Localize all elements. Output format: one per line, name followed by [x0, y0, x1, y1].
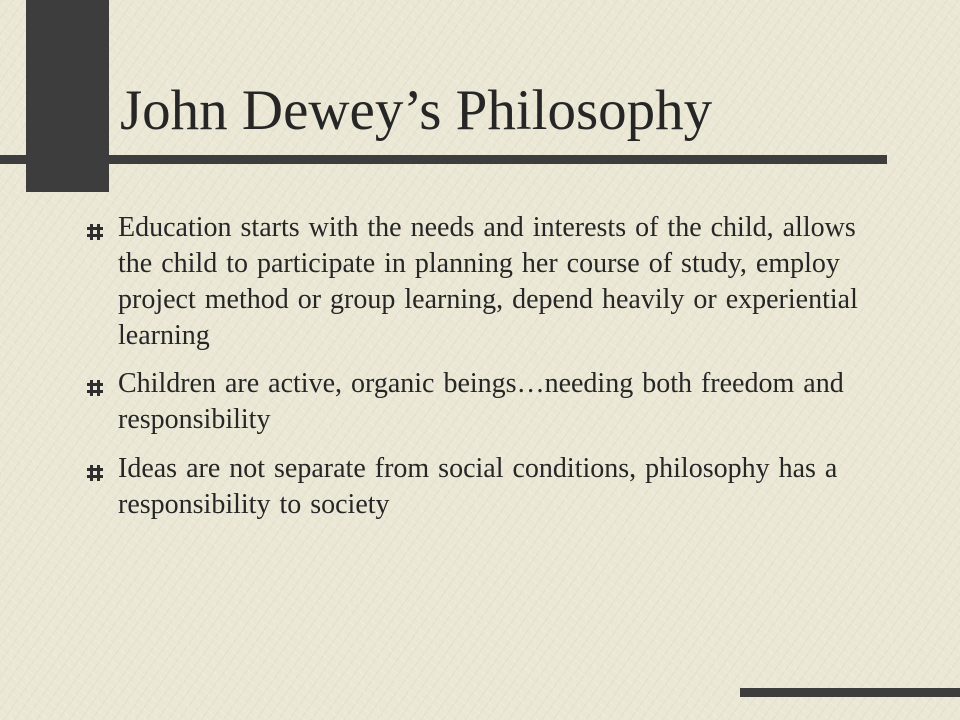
bullet-text: Ideas are not separate from social conditions, philosophy has a responsibility to society — [118, 453, 838, 520]
bottom-accent-rule — [740, 688, 960, 697]
bullet-list — [87, 210, 887, 535]
bullet-item — [87, 210, 887, 354]
hash-bullet-icon — [87, 465, 103, 481]
bullet-item — [87, 366, 887, 438]
hash-bullet-icon — [87, 224, 103, 240]
slide-title: John Dewey’s Philosophy — [120, 79, 713, 142]
bullet-item — [87, 451, 887, 523]
bullet-text: Children are active, organic beings…needing both freedom and responsibility — [118, 368, 844, 435]
hash-bullet-icon — [87, 380, 103, 396]
title-underline-rule — [0, 155, 887, 164]
bullet-text: Education starts with the needs and interests of the child, allows the child to participate in planning her course of study, employ project method or group learning, depend heavily or experiential learning — [118, 212, 858, 351]
